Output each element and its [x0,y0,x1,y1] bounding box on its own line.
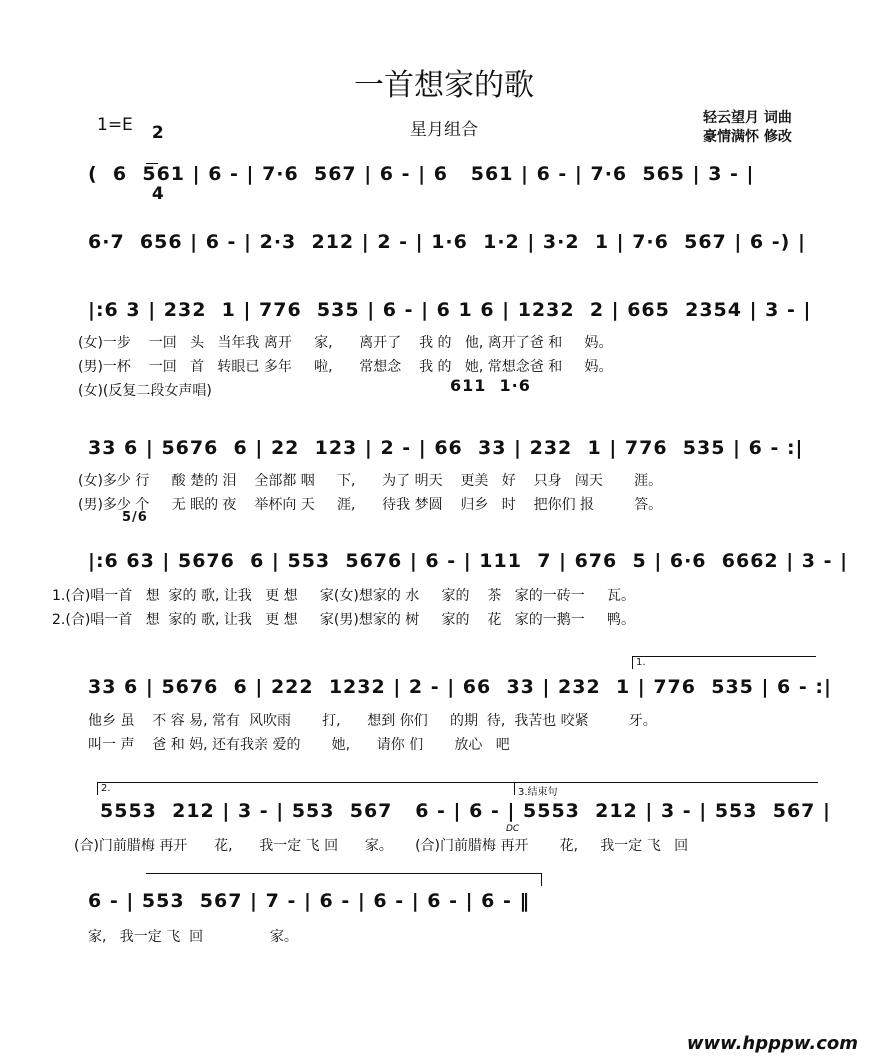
lyrics-row-7: (合)门前腊梅 再开 花, 我一定 飞 回 家。 (合)门前腊梅 再开 花, 我一定 飞 回 [74,838,689,854]
time-signature-top: 2 [151,123,164,143]
lyrics-row-4-female: (女)多少 行 酸 楚的 泪 全部都 咽 下, 为了 明天 更美 好 只身 闯天 涯。 [78,473,663,489]
notation-row-6: 33 6 | 5676 6 | 222 1232 | 2 - | 66 33 | 232 1 | 776 535 | 6 - :| [88,676,832,698]
song-title: 一首想家的歌 [354,68,534,103]
lyrics-row-8: 家, 我一定 飞 回 家。 [88,929,298,945]
lyrics-row-5-verse-2: 2.(合)唱一首 想 家的 歌, 让我 更 想 家(男)想家的 树 家的 花 家的一鹅一 鸭。 [52,612,635,628]
notation-row-7: 5553 212 | 3 - | 553 567 6 - | 6 - | 5553 212 | 3 - | 553 567 | [100,800,831,822]
volta-3-continuation [146,873,542,886]
credit-lyrics-music: 轻云望月 词曲 [703,110,792,126]
lyrics-row-4-male: (男)多少 个 无 眠的 夜 举杯向 天 涯, 待我 梦圆 归乡 时 把你们 报 答。 [78,497,663,513]
lyrics-row-6-line-1: 他乡 虽 不 容 易, 常有 风吹雨 打, 想到 你们 的期 待, 我苦也 咬紧 牙。 [88,713,657,729]
credit-revision: 豪情满怀 修改 [703,129,792,145]
lyrics-row-3-male: (男)一杯 一回 首 转眼已 多年 啦, 常想念 我 的 她, 常想念爸 和 妈。 [78,359,613,375]
notation-row-2: 6·7 656 | 6 - | 2·3 212 | 2 - | 1·6 1·2 | 3·2 1 | 7·6 567 | 6 -) | [88,231,806,253]
dc-marking: DC [506,824,520,834]
notation-row-5: |:6 63 | 5676 6 | 553 5676 | 6 - | 111 7 | 676 5 | 6·6 6662 | 3 - | [88,550,849,572]
notation-row-8: 6 - | 553 567 | 7 - | 6 - | 6 - | 6 - | 6 - ‖ [88,890,531,912]
alternate-notes: 611 1·6 [450,376,531,395]
singer: 星月组合 [410,120,478,140]
volta-3: 3.结束句 [514,782,818,795]
lyrics-row-3-note: (女)(反复二段女声唱) [78,383,212,399]
grace-note: 5/6 [122,510,148,525]
key-signature: 1=E [97,115,133,135]
time-signature-bottom: 4 [151,184,164,204]
volta-1: 1. [632,656,816,669]
lyrics-row-6-line-2: 叫一 声 爸 和 妈, 还有我亲 爱的 她, 请你 们 放心 吧 [88,737,510,753]
notation-row-1: ( 6 561 | 6 - | 7·6 567 | 6 - | 6 561 | 6 - | 7·6 565 | 3 - | [88,163,755,185]
notation-row-4: 33 6 | 5676 6 | 22 123 | 2 - | 66 33 | 232 1 | 776 535 | 6 - :| [88,437,804,459]
lyrics-row-5-verse-1: 1.(合)唱一首 想 家的 歌, 让我 更 想 家(女)想家的 水 家的 茶 家的一砖一 瓦。 [52,588,635,604]
volta-2: 2. [97,782,516,795]
watermark: www.hpppw.com [686,1033,858,1054]
lyrics-row-3-female: (女)一步 一回 头 当年我 离开 家, 离开了 我 的 他, 离开了爸 和 妈。 [78,335,613,351]
notation-row-3: |:6 3 | 232 1 | 776 535 | 6 - | 6 1 6 | 1232 2 | 665 2354 | 3 - | [88,299,812,321]
